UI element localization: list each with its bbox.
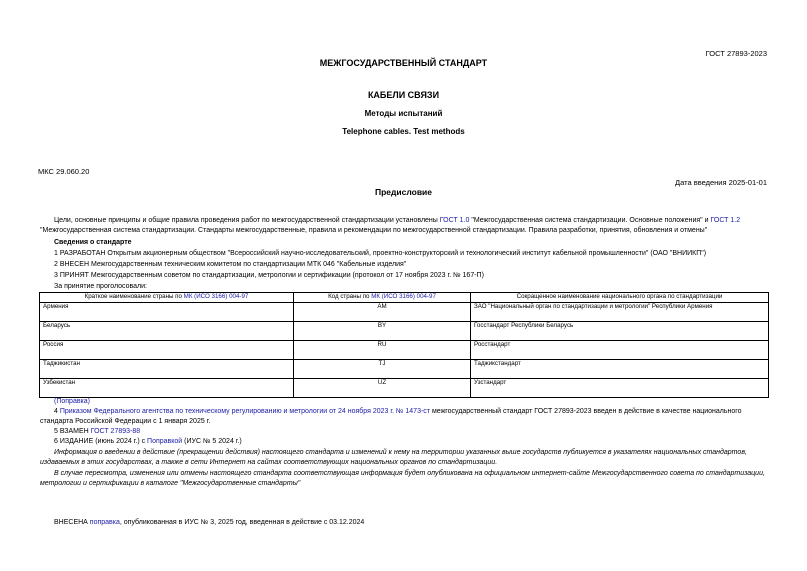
goals-text-1: Цели, основные принципы и общие правила проведения работ по межгосударственной стандартизации установлены bbox=[54, 217, 440, 224]
order-link[interactable]: Приказом Федерального агентства по техническому регулированию и метрологии от 24 ноября 2023 г. № 1473-ст bbox=[59, 408, 430, 415]
header-standards-body: Сокращенное наименование национального органа по стандартизации bbox=[471, 293, 769, 303]
item-submitted: 2 ВНЕСЕН Межгосударственным техническим комитетом по стандартизации МТК 046 "Кабельные изделия" bbox=[54, 261, 407, 268]
item-edition bbox=[54, 438, 242, 445]
note-publication-text: Информация о введении в действие (прекращении действия) настоящего стандарта и изменений к нему на территории указанных выше государств публикуется в указателях национальных стандартов, издаваемых в этих государствах, а также в сети Интернет на сайтах соответствующих национальных органов по стандартизации. bbox=[40, 449, 747, 466]
document-title-english: Telephone cables. Test methods bbox=[342, 127, 465, 136]
mk-iso-link[interactable]: МК (ИСО 3166) 004-97 bbox=[183, 293, 249, 300]
item-edition-text-2: (ИУС № 5 2024 г.) bbox=[182, 438, 242, 445]
introduction-date: Дата введения 2025-01-01 bbox=[675, 178, 767, 187]
standards-body: Госстандарт Республики Беларусь bbox=[471, 322, 769, 341]
header-country-code-text: Код страны по bbox=[328, 293, 372, 300]
countries-table bbox=[39, 292, 769, 398]
header-country-code bbox=[294, 293, 471, 303]
table-row bbox=[40, 303, 769, 322]
country-code: BY bbox=[294, 322, 471, 341]
standards-body: Росстандарт bbox=[471, 341, 769, 360]
goals-paragraph bbox=[40, 216, 770, 236]
country-name: Узбекистан bbox=[40, 379, 294, 398]
document-title: КАБЕЛИ СВЯЗИ bbox=[367, 90, 440, 100]
item-developed: 1 РАЗРАБОТАН Открытым акционерным обществом "Всероссийский научно-исследовательский, проектно-конструкторский и технологический институт кабельной промышленности" (ОАО "ВНИИКП") bbox=[54, 250, 707, 257]
standards-body: Узстандарт bbox=[471, 379, 769, 398]
item-introduced-text: межгосударственный стандарт ГОСТ 27893-2023 введен в действие в качестве национального стандарта Российской Федерации с 1 января 2025 г. bbox=[40, 408, 742, 425]
table-row bbox=[40, 341, 769, 360]
table-row bbox=[40, 322, 769, 341]
table-header-row bbox=[40, 293, 769, 303]
table-row bbox=[40, 379, 769, 398]
country-name: Армения bbox=[40, 303, 294, 322]
header-country-name-text: Краткое наименование страны по bbox=[84, 293, 184, 300]
footer-amendment bbox=[54, 519, 364, 526]
goals-text-3: "Межгосударственная система стандартизации. Стандарты межгосударственные, правила и рекомендации по межгосударственной стандартизации. Правила разработки, принятия, обновления и отмены" bbox=[40, 227, 708, 234]
country-name: Россия bbox=[40, 341, 294, 360]
gost-27893-88-link[interactable]: ГОСТ 27893-88 bbox=[90, 428, 141, 435]
note-publication-info bbox=[40, 448, 770, 468]
correction-link[interactable]: Поправкой bbox=[147, 438, 183, 445]
gost-1-0-link[interactable]: ГОСТ 1.0 bbox=[439, 217, 470, 224]
item-replaces bbox=[54, 428, 140, 435]
goals-text-2: "Межгосударственная система стандартизации. Основные положения" и bbox=[469, 217, 711, 224]
voted-label: За принятие проголосовали: bbox=[54, 283, 147, 290]
country-code: UZ bbox=[294, 379, 471, 398]
preface-heading: Предисловие bbox=[374, 187, 433, 197]
item-adopted: 3 ПРИНЯТ Межгосударственным советом по стандартизации, метрологии и сертификации (протокол от 17 ноября 2023 г. № 167-П) bbox=[54, 272, 484, 279]
standards-body: Таджикстандарт bbox=[471, 360, 769, 379]
amendment-link[interactable]: (Поправка) bbox=[54, 398, 90, 405]
gost-1-2-link[interactable]: ГОСТ 1.2 bbox=[710, 217, 741, 224]
mk-iso-link[interactable]: МК (ИСО 3166) 004-97 bbox=[371, 293, 436, 300]
info-heading: Сведения о стандарте bbox=[54, 239, 132, 246]
header-country-name bbox=[40, 293, 294, 303]
country-code: TJ bbox=[294, 360, 471, 379]
footer-text-1: ВНЕСЕНА bbox=[54, 519, 90, 526]
mks-code: МКС 29.060.20 bbox=[38, 167, 90, 176]
note-revision-info bbox=[40, 469, 770, 489]
footer-text-2: , опубликованная в ИУС № 3, 2025 год, введенная в действие с 03.12.2024 bbox=[119, 519, 365, 526]
country-name: Таджикистан bbox=[40, 360, 294, 379]
note-revision-text: В случае пересмотра, изменения или отмены настоящего стандарта соответствующая информация будет опубликована на официальном интернет-сайте Межгосударственного совета по стандартизации, метрологии и сертификации в каталоге "Межгосударственные стандарты" bbox=[40, 470, 765, 487]
item-introduced-prefix: 4 bbox=[54, 408, 60, 415]
country-name: Беларусь bbox=[40, 322, 294, 341]
document-code: ГОСТ 27893-2023 bbox=[705, 49, 767, 58]
document-subtitle: Методы испытаний bbox=[364, 109, 443, 118]
table-row bbox=[40, 360, 769, 379]
standards-body: ЗАО "Национальный орган по стандартизации и метрологии" Республики Армения bbox=[471, 303, 769, 322]
footer-amendment-link[interactable]: поправка bbox=[89, 519, 120, 526]
standard-type-heading: МЕЖГОСУДАРСТВЕННЫЙ СТАНДАРТ bbox=[319, 58, 488, 68]
item-edition-text-1: 6 ИЗДАНИЕ (июнь 2024 г.) с bbox=[54, 438, 148, 445]
country-code: AM bbox=[294, 303, 471, 322]
item-replaces-text: 5 ВЗАМЕН bbox=[54, 428, 91, 435]
country-code: RU bbox=[294, 341, 471, 360]
item-introduced bbox=[40, 407, 770, 427]
amendment-link-row bbox=[54, 398, 90, 405]
